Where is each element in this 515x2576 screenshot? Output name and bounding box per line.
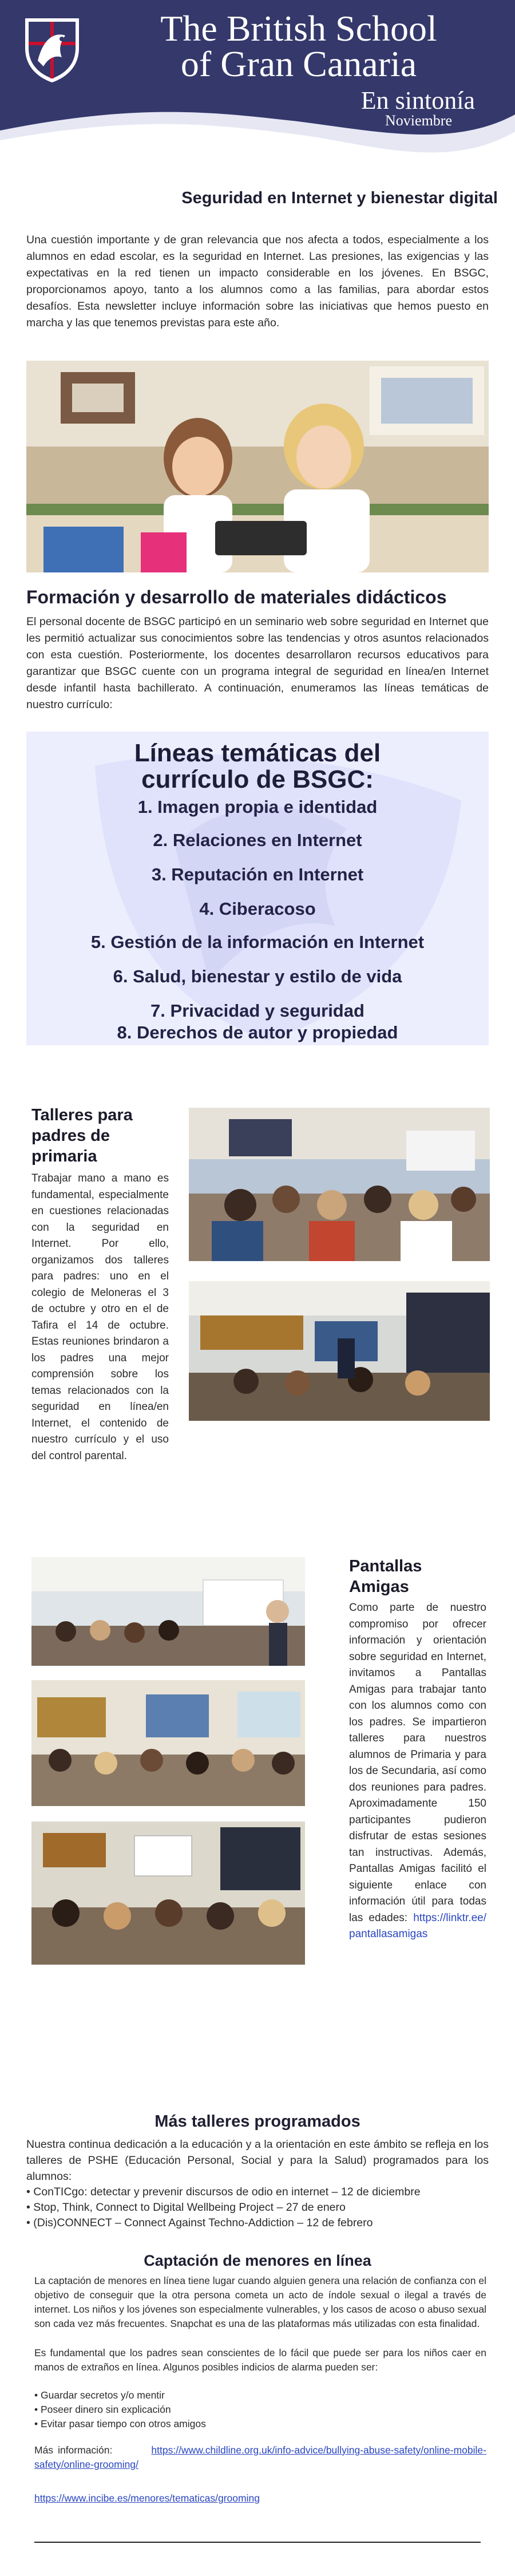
curriculum-title-line2: currículo de BSGC: [141,765,374,793]
newsletter-name: En sintonía [360,86,475,114]
mas-talleres-list [26,2184,489,2231]
list-item: • (Dis)CONNECT – Connect Against Techno-Addiction – 12 de febrero [26,2217,373,2229]
curriculum-title-line1: Líneas temáticas del [134,739,381,767]
formacion-title: Formación y desarrollo de materiales didácticos [26,587,447,607]
curriculum-item: 6. Salud, bienestar y estilo de vida [113,966,402,986]
newsletter-header [0,0,515,166]
mas-talleres-text: Nuestra continua dedicación a la educación y a la orientación en este ámbito se refleja en los talleres de PSHE (Educación Personal, Social y para la Salud) programados para los alumnos: [26,2138,489,2183]
captacion-text1: La captación de menores en línea tiene lugar cuando alguien genera una relación de confianza con el objetivo de conseguir que la otra persona cometa un acto de índole sexual o ilegal a través de internet. Los niños y los jóvenes son especialmente vulnerables, y los casos de acoso o abuso sexual son cada vez más frecuentes. Snapchat es una de las plataformas más utilizadas con esta finalidad. [34,2275,486,2329]
formacion-text: El personal docente de BSGC participó en un seminario web sobre seguridad en Internet que les permitió actualizar sus conocimientos sobre las tendencias y otros asuntos relacionados con esta cuestión. Posteriormente, los docentes desarrollaron recursos educativos para garantizar que BSGC cuente con un programa integral de seguridad en línea/en Internet desde infantil hasta bachillerato. A continuación, enumeramos las líneas temáticas de nuestro currículo: [26,615,489,711]
curriculum-item: 8. Derechos de autor y propiedad [117,1022,398,1042]
curriculum-box [26,732,489,1045]
incibe-link-row [34,2491,486,2506]
mas-talleres-title: Más talleres programados [154,2112,360,2131]
pantallas-link[interactable]: https://linktr.ee/pantallasamigas [349,1911,487,1940]
curriculum-item: 3. Reputación en Internet [151,864,364,884]
talleres-title-line2: padres de [31,1127,110,1145]
list-item: • Poseer dinero sin explicación [34,2404,171,2415]
curriculum-item: 1. Imagen propia e identidad [137,797,378,817]
photo-pantallas-session-1 [31,1557,305,1666]
curriculum-item: 7. Privacidad y seguridad [150,1001,365,1021]
more-info-label: Más información: [34,2444,113,2456]
childline-link[interactable]: https://www.childline.org.uk/info-advice/bullying-abuse-safety/online-mobile-safety/online-grooming/ [34,2444,486,2470]
captacion-text2: Es fundamental que los padres sean conscientes de lo fácil que puede ser para los niños caer en manos de extraños en línea. Algunos posibles indicios de alarma pueden ser: [34,2347,486,2373]
footer-divider [34,2542,481,2543]
intro-text: Una cuestión importante y de gran relevancia que nos afecta a todos, especialmente a los alumnos en edad escolar, es la seguridad en Internet. Las presiones, las exigencias y las expectativas en la red tienen un impacto considerable en los jóvenes. En BSGC, proporcionamos apoyo, tanto a los alumnos como a las familias, para abordar estos desafíos. Esta newsletter incluye información sobre las iniciativas que hemos puesto en marcha y las que tenemos previstas para este año. [26,234,489,329]
curriculum-item: 5. Gestión de la información en Internet [90,932,425,952]
pantallas-title-line2: Amigas [349,1578,409,1596]
curriculum-item: 4. Ciberacoso [199,899,316,919]
pantallas-text [349,1600,486,1943]
talleres-title-line3: primaria [31,1147,97,1165]
incibe-link[interactable]: https://www.incibe.es/menores/tematicas/grooming [34,2492,260,2504]
captacion-more-info [34,2443,486,2472]
photo-children-tablet [26,361,489,572]
talleres-title-line1: Talleres para [31,1106,133,1124]
talleres-title [31,1105,169,1167]
photo-pantallas-session-2 [31,1680,305,1806]
list-item: • Stop, Think, Connect to Digital Wellbeing Project – 27 de enero [26,2201,346,2214]
pantallas-title-line1: Pantallas [349,1557,422,1575]
list-item: • Evitar pasar tiempo con otros amigos [34,2418,206,2429]
curriculum-item: 2. Relaciones en Internet [153,830,362,850]
school-name-line1: The British School [160,8,437,49]
talleres-text: Trabajar mano a mano es fundamental, especialmente en cuestiones relacionadas con la seguridad en Internet. Por ello, organizamos dos talleres para padres: uno en el colegio de Meloneras el 3 de octubre y otro en el de Tafira el 14 de octubre. Estas reuniones brindaron a los padres una mejor comprensión sobre los temas relacionados con la seguridad en línea/en Internet, el contenido de nuestro currículo y el uso del control parental. [31,1172,169,1462]
captacion-list [34,2388,486,2431]
school-crest-icon [21,15,84,84]
captacion-title: Captación de menores en línea [144,2252,371,2269]
list-item: • Guardar secretos y/o mentir [34,2389,165,2401]
intro-title: Seguridad en Internet y bienestar digital [181,189,498,207]
pantallas-title [349,1556,486,1597]
issue-month: Noviembre [385,112,452,129]
photo-pantallas-session-3 [31,1822,305,1965]
school-name-line2: of Gran Canaria [180,44,417,84]
photo-parents-workshop-2 [189,1281,490,1421]
photo-parents-workshop-1 [189,1108,490,1261]
pantallas-text-body: Como parte de nuestro compromiso por ofrecer información y orientación sobre seguridad en Internet, invitamos a Pantallas Amigas para trabajar tanto con los alumnos como con los padres. Se impartieron talleres para nuestros alumnos de Primaria y para los de Secundaria, así como dos reuniones para padres. Aproximadamente 150 participantes pudieron disfrutar de estas sesiones tan instructivas. Además, Pantallas Amigas facilitó el siguiente enlace con información útil para todas las edades: [349,1602,486,1924]
list-item: • ConTICgo: detectar y prevenir discursos de odio en internet – 12 de diciembre [26,2186,421,2198]
